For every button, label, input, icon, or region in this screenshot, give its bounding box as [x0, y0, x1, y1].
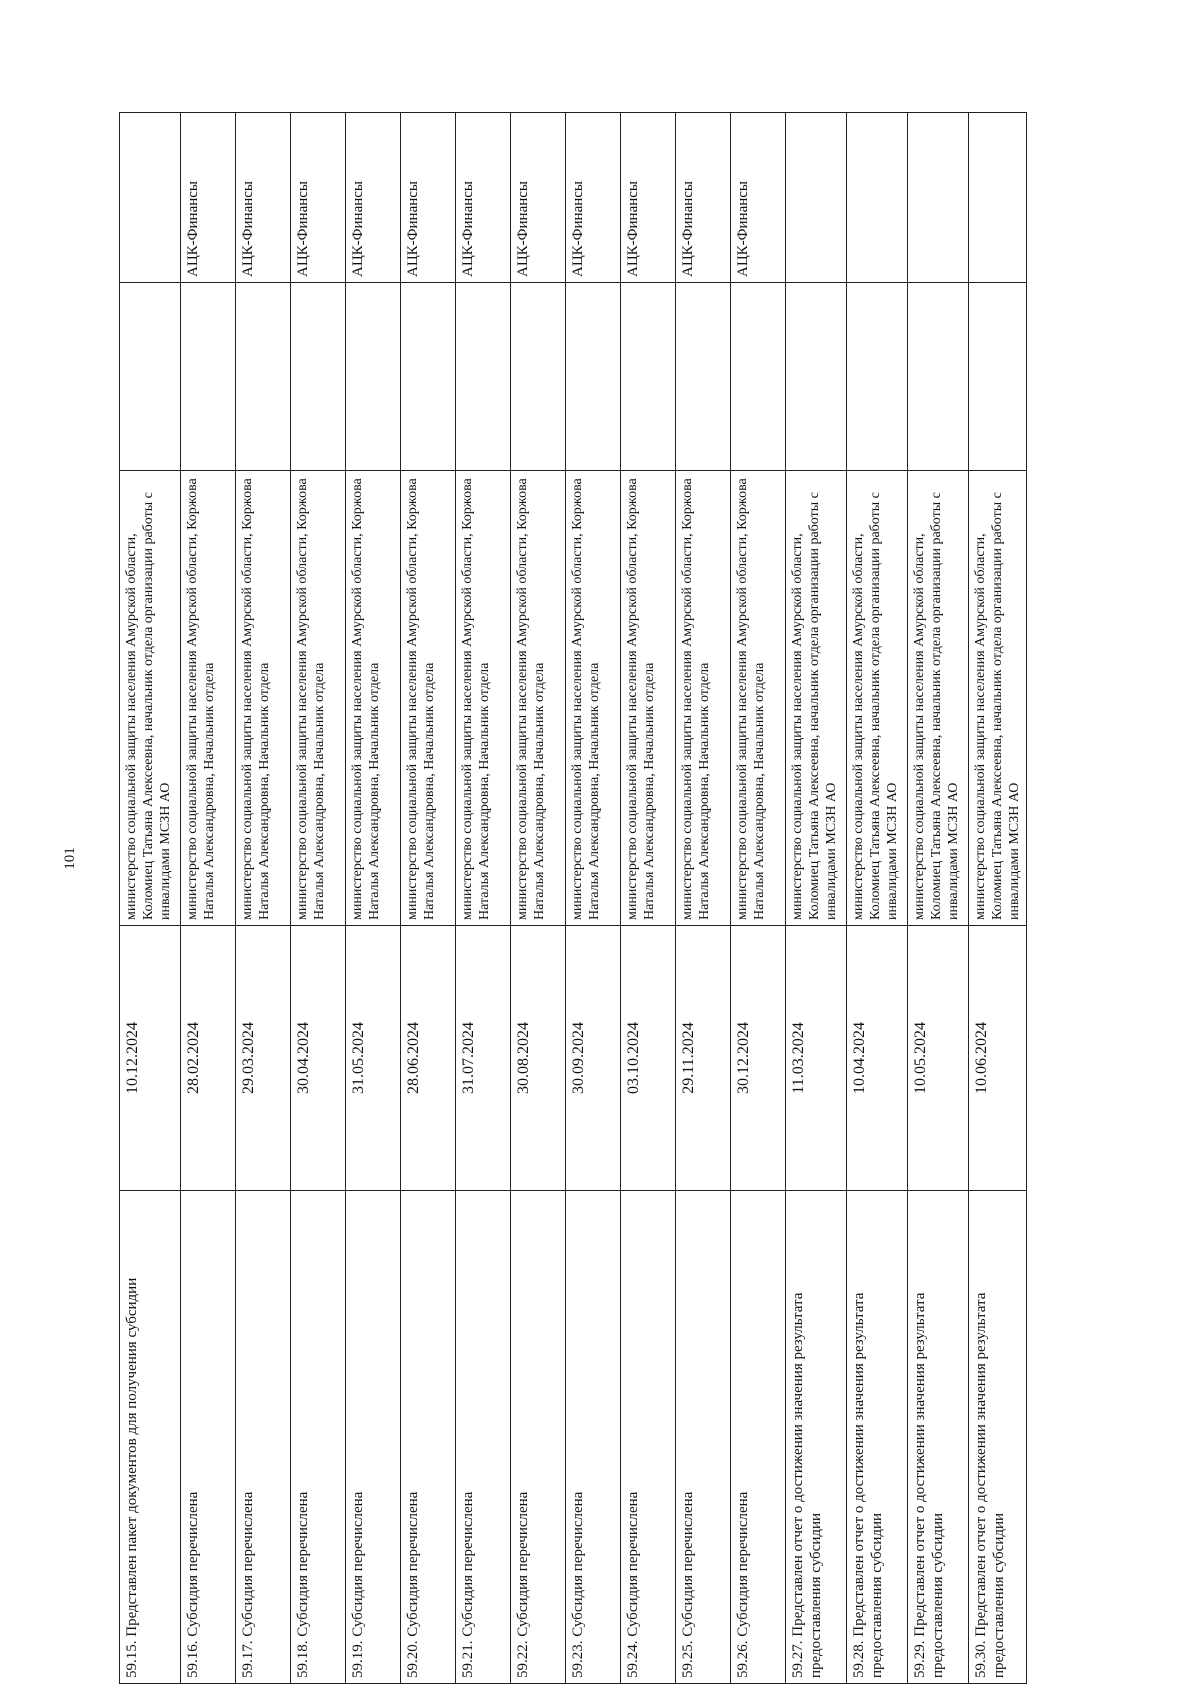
cell-system: АЦК-Финансы: [401, 113, 456, 283]
cell-date: 10.12.2024: [120, 926, 181, 1191]
cell-name: 59.15. Представлен пакет документов для получения субсидии: [120, 1191, 181, 1684]
cell-name: 59.30. Представлен отчет о достижении значения результата предоставления субсидии: [969, 1191, 1027, 1684]
table-row: [120, 113, 181, 1684]
cell-name: 59.26. Субсидия перечислена: [731, 1191, 786, 1684]
cell-system: [969, 113, 1027, 283]
cell-date: 03.10.2024: [621, 926, 676, 1191]
cell-date: 31.05.2024: [346, 926, 401, 1191]
cell-responsible: министерство социальной защиты населения Амурской области, Коржова Наталья Александровна, Начальник отдела: [621, 471, 676, 926]
cell-responsible: министерство социальной защиты населения Амурской области, Коржова Наталья Александровна, Начальник отдела: [346, 471, 401, 926]
table-row: [511, 113, 566, 1684]
cell-system: АЦК-Финансы: [236, 113, 291, 283]
cell-empty: [456, 283, 511, 471]
cell-name: 59.18. Субсидия перечислена: [291, 1191, 346, 1684]
table-row: [291, 113, 346, 1684]
table-row: [908, 113, 969, 1684]
cell-name: 59.23. Субсидия перечислена: [566, 1191, 621, 1684]
cell-system: [847, 113, 908, 283]
cell-system: АЦК-Финансы: [676, 113, 731, 283]
cell-system: АЦК-Финансы: [456, 113, 511, 283]
cell-empty: [847, 283, 908, 471]
page-number-text: 101: [61, 846, 78, 870]
cell-empty: [621, 283, 676, 471]
cell-responsible: министерство социальной защиты населения Амурской области, Коржова Наталья Александровна, Начальник отдела: [291, 471, 346, 926]
cell-date: 10.04.2024: [847, 926, 908, 1191]
cell-system: АЦК-Финансы: [731, 113, 786, 283]
cell-empty: [676, 283, 731, 471]
cell-responsible: министерство социальной защиты населения Амурской области, Коржова Наталья Александровна, Начальник отдела: [731, 471, 786, 926]
cell-empty: [731, 283, 786, 471]
table-row: [847, 113, 908, 1684]
table-row: [969, 113, 1027, 1684]
cell-empty: [236, 283, 291, 471]
cell-empty: [346, 283, 401, 471]
cell-system: [120, 113, 181, 283]
cell-date: 11.03.2024: [786, 926, 847, 1191]
table-row: [566, 113, 621, 1684]
cell-name: 59.21. Субсидия перечислена: [456, 1191, 511, 1684]
cell-responsible: министерство социальной защиты населения Амурской области, Коломиец Татьяна Алексеевна, начальник отдела организации работы с инвалидами МСЗН АО: [969, 471, 1027, 926]
cell-responsible: министерство социальной защиты населения Амурской области, Коломиец Татьяна Алексеевна, начальник отдела организации работы с инвалидами МСЗН АО: [786, 471, 847, 926]
cell-system: АЦК-Финансы: [621, 113, 676, 283]
table-row: [401, 113, 456, 1684]
cell-name: 59.20. Субсидия перечислена: [401, 1191, 456, 1684]
cell-system: АЦК-Финансы: [566, 113, 621, 283]
cell-system: АЦК-Финансы: [346, 113, 401, 283]
cell-date: 30.09.2024: [566, 926, 621, 1191]
cell-responsible: министерство социальной защиты населения Амурской области, Коржова Наталья Александровна, Начальник отдела: [236, 471, 291, 926]
page-number: [60, 838, 80, 878]
table-row: [456, 113, 511, 1684]
cell-empty: [401, 283, 456, 471]
cell-date: 10.06.2024: [969, 926, 1027, 1191]
cell-date: 31.07.2024: [456, 926, 511, 1191]
table-row: [621, 113, 676, 1684]
cell-empty: [181, 283, 236, 471]
cell-date: 30.12.2024: [731, 926, 786, 1191]
cell-empty: [120, 283, 181, 471]
cell-responsible: министерство социальной защиты населения Амурской области, Коломиец Татьяна Алексеевна, начальник отдела организации работы с инвалидами МСЗН АО: [908, 471, 969, 926]
cell-name: 59.17. Субсидия перечислена: [236, 1191, 291, 1684]
cell-name: 59.28. Представлен отчет о достижении значения результата предоставления субсидии: [847, 1191, 908, 1684]
cell-system: АЦК-Финансы: [511, 113, 566, 283]
table-row: [181, 113, 236, 1684]
cell-system: [908, 113, 969, 283]
cell-date: 10.05.2024: [908, 926, 969, 1191]
cell-responsible: министерство социальной защиты населения Амурской области, Коржова Наталья Александровна, Начальник отдела: [511, 471, 566, 926]
cell-responsible: министерство социальной защиты населения Амурской области, Коломиец Татьяна Алексеевна, начальник отдела организации работы с инвалидами МСЗН АО: [847, 471, 908, 926]
cell-empty: [786, 283, 847, 471]
cell-name: 59.16. Субсидия перечислена: [181, 1191, 236, 1684]
cell-date: 29.03.2024: [236, 926, 291, 1191]
cell-name: 59.25. Субсидия перечислена: [676, 1191, 731, 1684]
table-row: [786, 113, 847, 1684]
cell-empty: [969, 283, 1027, 471]
table-row: [236, 113, 291, 1684]
cell-date: 28.02.2024: [181, 926, 236, 1191]
cell-system: АЦК-Финансы: [181, 113, 236, 283]
cell-responsible: министерство социальной защиты населения Амурской области, Коржова Наталья Александровна, Начальник отдела: [401, 471, 456, 926]
cell-name: 59.24. Субсидия перечислена: [621, 1191, 676, 1684]
cell-responsible: министерство социальной защиты населения Амурской области, Коржова Наталья Александровна, Начальник отдела: [676, 471, 731, 926]
cell-date: 28.06.2024: [401, 926, 456, 1191]
cell-responsible: министерство социальной защиты населения Амурской области, Коломиец Татьяна Алексеевна, начальник отдела организации работы с инвалидами МСЗН АО: [120, 471, 181, 926]
rotated-table-wrapper: [119, 113, 1097, 1684]
cell-name: 59.27. Представлен отчет о достижении значения результата предоставления субсидии: [786, 1191, 847, 1684]
cell-system: АЦК-Финансы: [291, 113, 346, 283]
cell-name: 59.29. Представлен отчет о достижении значения результата предоставления субсидии: [908, 1191, 969, 1684]
cell-system: [786, 113, 847, 283]
table-row: [346, 113, 401, 1684]
control-points-table: [119, 112, 1027, 1684]
cell-name: 59.19. Субсидия перечислена: [346, 1191, 401, 1684]
cell-empty: [908, 283, 969, 471]
cell-responsible: министерство социальной защиты населения Амурской области, Коржова Наталья Александровна, Начальник отдела: [181, 471, 236, 926]
cell-empty: [511, 283, 566, 471]
table-row: [731, 113, 786, 1684]
cell-empty: [291, 283, 346, 471]
table-row: [676, 113, 731, 1684]
cell-date: 30.08.2024: [511, 926, 566, 1191]
cell-responsible: министерство социальной защиты населения Амурской области, Коржова Наталья Александровна, Начальник отдела: [566, 471, 621, 926]
cell-date: 30.04.2024: [291, 926, 346, 1191]
cell-responsible: министерство социальной защиты населения Амурской области, Коржова Наталья Александровна, Начальник отдела: [456, 471, 511, 926]
cell-empty: [566, 283, 621, 471]
cell-date: 29.11.2024: [676, 926, 731, 1191]
cell-name: 59.22. Субсидия перечислена: [511, 1191, 566, 1684]
